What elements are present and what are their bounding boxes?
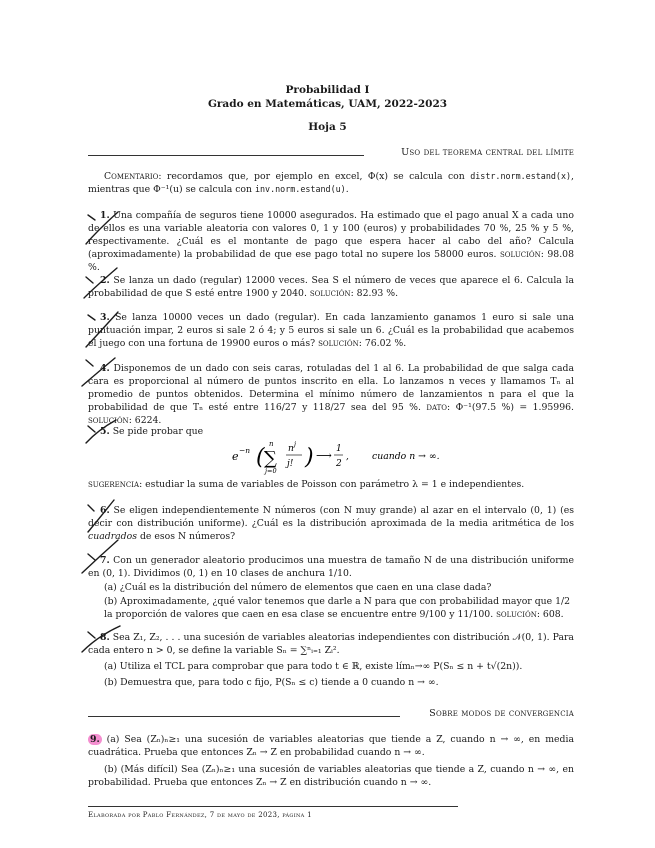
svg-text:cuando n → ∞.: cuando n → ∞. (372, 451, 440, 462)
svg-text:e: e (232, 450, 239, 463)
svg-text:−n: −n (239, 446, 251, 455)
problem-7a: (a) ¿Cuál es la distribución del número de elementos que caen en una clase dada? (104, 582, 492, 593)
course-title: Probabilidad I (285, 84, 370, 96)
problem-4: 4. Disponemos de un dado con seis caras, rotuladas del 1 al 6. La probabilidad de que salga cada cara es proporcional al número de puntos inscrito en ella. Lo lanzamos n veces y llamamos Tₙ al promedio de puntos obtenidos. Determina el mínimo número de lanzamientos n para el que la probabilidad de que Tₙ esté entre 116/27 y 118/27 sea del 95 %. dato: Φ⁻¹(97.5 %) = 1.95996. solución: 6224. (88, 363, 574, 427)
svg-text:n: n (269, 440, 274, 448)
svg-text:⟶: ⟶ (316, 449, 332, 462)
section-heading-tcl (88, 147, 574, 159)
problem-5: 5. Se pide probar que (100, 426, 204, 437)
problem-7b: (b) Aproximadamente, ¿qué valor tenemos que darle a N para que con probabilidad mayor que 1/2 la proporción de valores que caen en esa clase se encuentre entre 9/100 y 11/100. solución: 608. (104, 596, 571, 621)
problem-9b: (b) (Más difícil) Sea (Zₙ)ₙ≥₁ una sucesión de variables aleatorias que tiende a Z, cuando n → ∞, en probabilidad. Prueba que entonces Zₙ → Z en distribución cuando n → ∞. (88, 764, 574, 789)
problem-2: 2. Se lanza un dado (regular) 12000 veces. Sea S el número de veces que aparece el 6. Calcula la probabilidad de que S esté entre 1900 y 2040. solución: 82.93 %. (88, 275, 574, 300)
problem-7: 7. Con un generador aleatorio producimos una muestra de tamaño N de una distribución uniforme en (0, 1). Dividimos (0, 1) en 10 clases de anchura 1/10. (88, 555, 574, 580)
svg-text:,: , (346, 452, 349, 462)
problem-5-hint: sugerencia: estudiar la suma de variables de Poisson con parámetro λ = 1 e independientes. (88, 479, 525, 490)
code-snippet: distr.norm.estand(x) (470, 171, 572, 181)
problem-1: 1. Una compañía de seguros tiene 10000 asegurados. Ha estimado que el pago anual X a cada uno de ellos es una variable aleatoria con valores 0, 1 y 100 (euros) y probabilidades 70 %, 25 % y 5 %, respectivamente. ¿Cuál es el montante de pago que espera hacer al cabo del año? Calcula (aproximadamente) la probabilidad de que ese pago total no supere los 58000 euros. solución: 98.08 %. (88, 210, 574, 274)
svg-text:j!: j! (287, 459, 294, 469)
highlighted-number: 9. (90, 734, 100, 745)
svg-text:1: 1 (336, 444, 342, 454)
svg-text:): ) (305, 445, 314, 470)
section-rule (88, 716, 400, 717)
sheet-title: Hoja 5 (308, 121, 347, 133)
program-title: Grado en Matemáticas, UAM, 2022-2023 (207, 98, 448, 110)
problem-8b: (b) Demuestra que, para todo c fijo, P(Sₙ ≤ c) tiende a 0 cuando n → ∞. (104, 677, 439, 688)
poisson-sum-formula (232, 436, 562, 476)
problem-8: 8. Sea Z₁, Z₂, . . . una sucesión de variables aleatorias independientes con distribución 𝒩(0, 1). Para cada entero n > 0, se define la variable Sₙ = ∑ⁿᵢ₌₁ Zᵢ². (88, 632, 574, 657)
svg-text:2: 2 (336, 459, 342, 469)
section-title: Uso del teorema central del límite (401, 147, 574, 158)
footer-rule (88, 806, 458, 807)
comment-label: Comentario (104, 171, 159, 182)
svg-text:j=0: j=0 (265, 467, 277, 475)
svg-text:n: n (288, 444, 294, 454)
svg-text:(: ( (256, 445, 265, 470)
problem-9a: 9. (a) Sea (Zₙ)ₙ≥₁ una sucesión de variables aleatorias que tiende a Z, cuando n → ∞, en media cuadrática. Prueba que entonces Zₙ → Z en probabilidad cuando n → ∞. (88, 734, 574, 759)
problem-6: 6. Se eligen independientemente N números (con N muy grande) al azar en el intervalo (0, 1) (es decir con distribución uniforme). ¿Cuál es la distribución aproximada de la media aritmética de los cuadrados de esos N números? (88, 505, 574, 543)
section-heading-convergence (88, 708, 574, 720)
section-title: Sobre modos de convergencia (429, 708, 574, 719)
footer-text: Elaborada por Pablo Fernández, 7 de mayo de 2023, página 1 (88, 811, 312, 819)
section-rule (88, 155, 364, 156)
problem-3: 3. Se lanza 10000 veces un dado (regular). En cada lanzamiento ganamos 1 euro si sale una puntuación impar, 2 euros si sale 2 ó 4; y 5 euros si sale un 6. ¿Cuál es la probabilidad que acabemos el juego con una fortuna de 19900 euros o más? solución: 76.02 %. (88, 312, 574, 350)
comment-paragraph: Comentario: recordamos que, por ejemplo en excel, Φ(x) se calcula con distr.norm.estand(x), mientras que Φ⁻¹(u) se calcula con inv.norm.estand(u). (88, 171, 574, 196)
code-snippet: inv.norm.estand(u) (254, 184, 346, 195)
problem-8a: (a) Utiliza el TCL para comprobar que para todo t ∈ ℝ, existe límₙ→∞ P(Sₙ ≤ n + t√(2n)). (104, 661, 523, 672)
svg-text:j: j (294, 440, 297, 448)
svg-text:∑: ∑ (264, 448, 277, 469)
